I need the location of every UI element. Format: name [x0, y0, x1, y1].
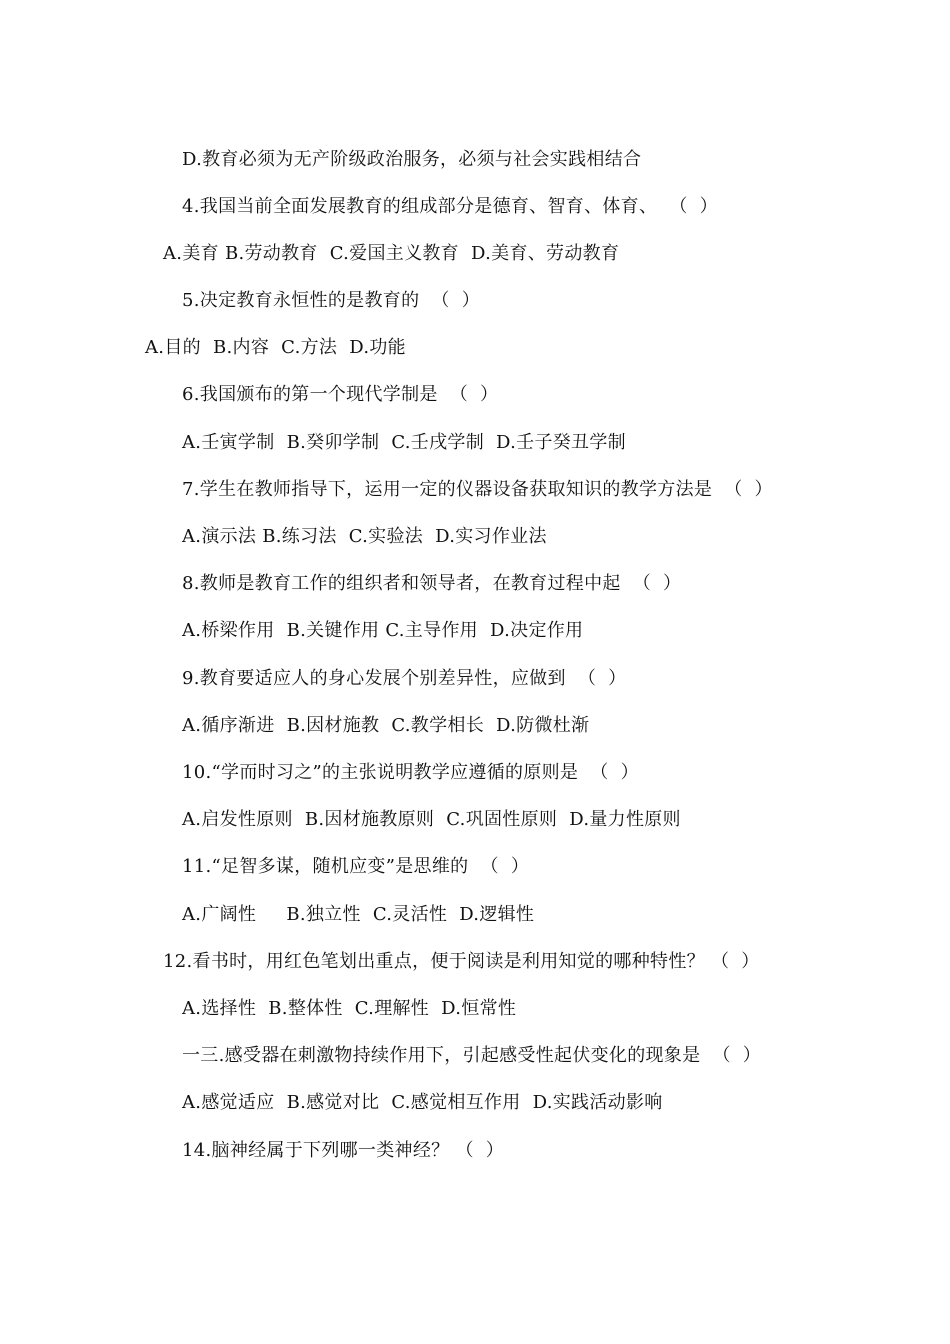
question-line: 7.学生在教师指导下，运用一定的仪器设备获取知识的教学方法是 （ ） [182, 479, 773, 500]
question-line: 10.“学而时习之”的主张说明教学应遵循的原则是 （ ） [182, 762, 639, 783]
option-line: A.桥梁作用 B.关键作用 C.主导作用 D.决定作用 [182, 620, 584, 641]
option-line: A.目的 B.内容 C.方法 D.功能 [145, 337, 406, 358]
question-line: 4.我国当前全面发展教育的组成部分是德育、智育、体育、 （ ） [182, 196, 718, 217]
question-line: 一三.感受器在刺激物持续作用下，引起感受性起伏变化的现象是 （ ） [182, 1045, 762, 1066]
question-line: 14.脑神经属于下列哪一类神经？ （ ） [182, 1140, 505, 1161]
question-line: 9.教育要适应人的身心发展个别差异性，应做到 （ ） [182, 668, 627, 689]
option-line: A.启发性原则 B.因材施教原则 C.巩固性原则 D.量力性原则 [182, 809, 681, 830]
option-line: A.循序渐进 B.因材施教 C.教学相长 D.防微杜渐 [182, 715, 590, 736]
option-line: D.教育必须为无产阶级政治服务，必须与社会实践相结合 [182, 149, 642, 170]
option-line: A.选择性 B.整体性 C.理解性 D.恒常性 [182, 998, 517, 1019]
option-line: A.广阔性 B.独立性 C.灵活性 D.逻辑性 [182, 904, 535, 925]
option-line: A.感觉适应 B.感觉对比 C.感觉相互作用 D.实践活动影响 [182, 1092, 663, 1113]
question-line: 11.“足智多谋，随机应变”是思维的 （ ） [182, 856, 530, 877]
question-line: 6.我国颁布的第一个现代学制是 （ ） [182, 384, 499, 405]
option-line: A.美育 B.劳动教育 C.爱国主义教育 D.美育、劳动教育 [163, 243, 620, 264]
question-line: 5.决定教育永恒性的是教育的 （ ） [182, 290, 481, 311]
question-line: 8.教师是教育工作的组织者和领导者，在教育过程中起 （ ） [182, 573, 682, 594]
option-line: A.壬寅学制 B.癸卯学制 C.壬戌学制 D.壬子癸丑学制 [182, 432, 626, 453]
option-line: A.演示法 B.练习法 C.实验法 D.实习作业法 [182, 526, 547, 547]
question-line: 12.看书时，用红色笔划出重点，便于阅读是利用知觉的哪种特性？ （ ） [163, 951, 760, 972]
